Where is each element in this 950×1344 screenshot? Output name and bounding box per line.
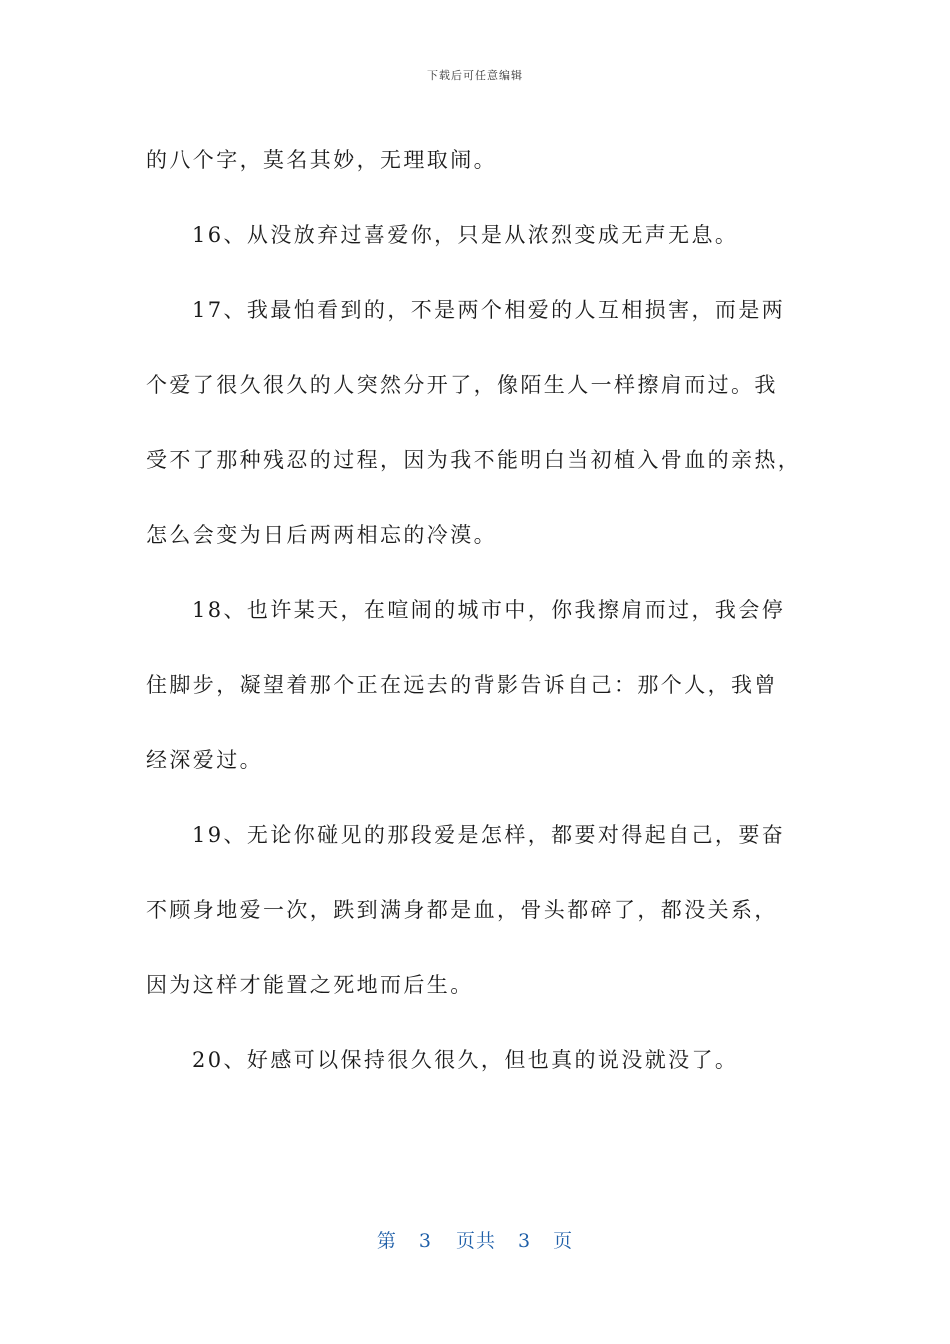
footer-label-of: 页共 [455, 1230, 496, 1252]
paragraph-continuation: 的八个字，莫名其妙，无理取闹。 [146, 148, 497, 172]
paragraph-item-17: 17、我最怕看到的，不是两个相爱的人互相损害，而是两 个爱了很久很久的人突然分开了，像陌生人一样擦肩而过。我 受不了那种残忍的过程，因为我不能明白当初植入骨血的亲热， 怎么会变为日后两两相忘的冷漠。 [146, 298, 802, 547]
footer-label-end: 页 [553, 1230, 574, 1252]
paragraph-item-20: 20、好感可以保持很久很久，但也真的说没就没了。 [192, 1048, 739, 1072]
document-body [146, 123, 810, 1098]
footer-current-page: 3 [418, 1230, 432, 1252]
paragraph-item-18: 18、也许某天，在喧闹的城市中，你我擦肩而过，我会停 住脚步，凝望着那个正在远去的背影告诉自己：那个人，我曾 经深爱过。 [146, 598, 786, 772]
footer-label-page: 第 [376, 1230, 397, 1252]
footer-total-pages: 3 [518, 1230, 532, 1252]
page-header-note: 下载后可任意编辑 [427, 69, 523, 82]
paragraph-item-19: 19、无论你碰见的那段爱是怎样，都要对得起自己，要奋 不顾身地爱一次，跌到满身都是血，骨头都碎了，都没关系， 因为这样才能置之死地而后生。 [146, 823, 786, 997]
paragraph-item-16: 16、从没放弃过喜爱你，只是从浓烈变成无声无息。 [192, 223, 739, 247]
page-footer [0, 1226, 950, 1253]
